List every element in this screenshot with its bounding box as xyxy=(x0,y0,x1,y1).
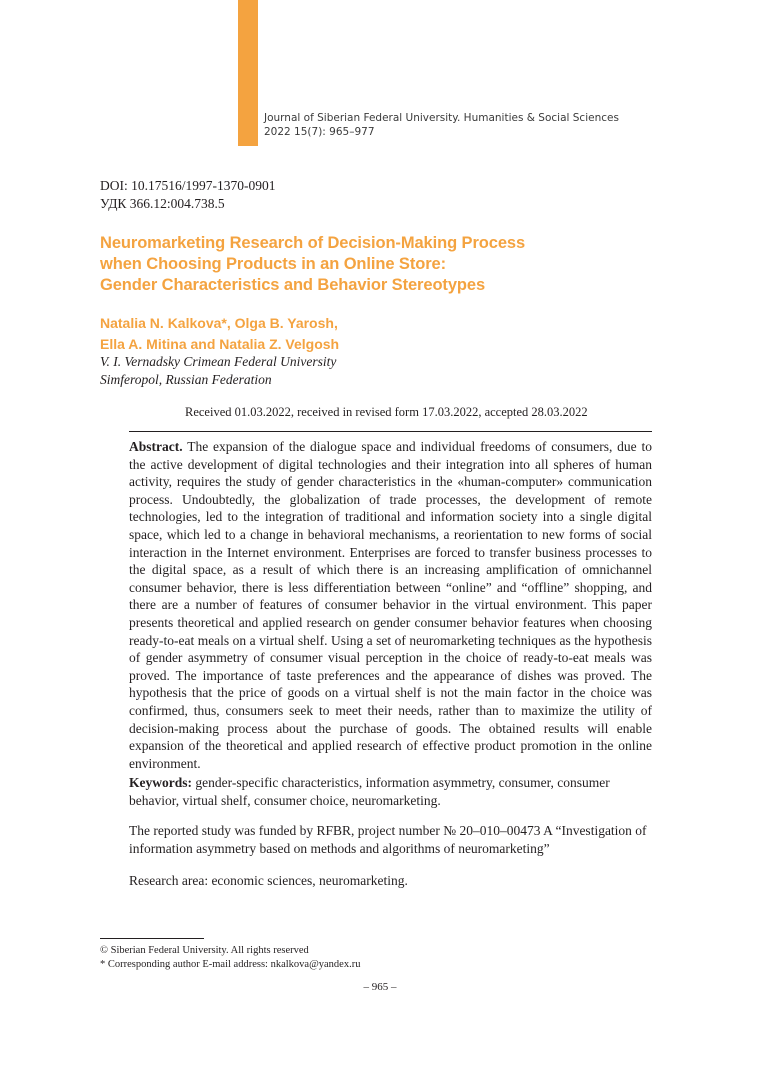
copyright-note: © Siberian Federal University. All rights reserved xyxy=(100,945,309,956)
corresponding-author-note: * Corresponding author E-mail address: nkalkova@yandex.ru xyxy=(100,959,361,970)
page-number: – 965 – xyxy=(363,981,397,993)
keywords xyxy=(129,774,652,809)
abstract xyxy=(129,438,652,772)
journal-header xyxy=(264,111,619,139)
keywords-text: gender-specific characteristics, information asymmetry, consumer, consumer behavior, virtual shelf, consumer choice, neuromarketing. xyxy=(129,775,610,808)
abstract-label: Abstract. xyxy=(129,439,183,454)
affiliation-line: Simferopol, Russian Federation xyxy=(100,372,272,387)
footnote-divider xyxy=(100,938,204,939)
received-dates: Received 01.03.2022, received in revised form 17.03.2022, accepted 28.03.2022 xyxy=(185,405,588,419)
article-title xyxy=(100,233,525,296)
journal-name: Journal of Siberian Federal University. Humanities & Social Sciences xyxy=(264,112,619,124)
research-area: Research area: economic sciences, neuromarketing. xyxy=(129,873,408,888)
affiliation-line: V. I. Vernadsky Crimean Federal University xyxy=(100,354,337,369)
footnotes xyxy=(100,944,360,972)
doi: DOI: 10.17516/1997-1370-0901 xyxy=(100,178,276,193)
authors xyxy=(100,313,339,355)
abstract-divider xyxy=(129,431,652,432)
article-identifiers xyxy=(100,177,276,213)
title-line: when Choosing Products in an Online Store: xyxy=(100,255,446,273)
funding-note: The reported study was funded by RFBR, project number № 20–010–00473 A “Investigation of information asymmetry based on methods and algorithms of neuromarketing” xyxy=(129,823,647,856)
journal-accent-bar xyxy=(238,0,258,146)
affiliation xyxy=(100,353,336,389)
keywords-label: Keywords: xyxy=(129,775,192,790)
journal-issue: 2022 15(7): 965–977 xyxy=(264,126,375,138)
authors-line: Natalia N. Kalkova*, Olga B. Yarosh, xyxy=(100,315,338,331)
authors-line: Ella A. Mitina and Natalia Z. Velgosh xyxy=(100,336,340,352)
title-line: Gender Characteristics and Behavior Stereotypes xyxy=(100,276,486,294)
title-line: Neuromarketing Research of Decision-Making Process xyxy=(100,234,526,252)
abstract-text: The expansion of the dialogue space and individual freedoms of consumers, due to the active development of digital technologies and their integration into all spheres of human activity, requires the study of gender characteristics in the «human-computer» communication process. Undoubtedly, the globalization of trade processes, the development of remote technologies, led to the integration of traditional and information society into a single digital space, which led to a change in behavioral mechanisms, a reorientation to new forms of social interaction in the Internet environment. Enterprises are forced to transfer business processes to the digital space, as a result of which there is an increasing amplification of omnichannel consumer behavior, there is less differentiation between “online” and “offline” shopping, and there are a number of features of consumer behavior in the virtual environment. This paper presents theoretical and applied research on gender consumer behavior features when choosing ready-to-eat meals on a virtual shelf. Using a set of neuromarketing techniques as the hypothesis of gender asymmetry of consumer visual perception in the choice of ready-to-eat meals was proved. The importance of taste preferences and the appearance of dishes was proved. The hypothesis that the price of goods on a virtual shelf is not the main factor in the choice was confirmed, thus, consumers seek to meet their needs, rather than to maximize the utility of decision-making process about the purchase of goods. The obtained results will enable expansion of the theoretical and applied research of effective product promotion in the online environment. xyxy=(129,439,652,771)
udk: УДК 366.12:004.738.5 xyxy=(100,196,225,211)
